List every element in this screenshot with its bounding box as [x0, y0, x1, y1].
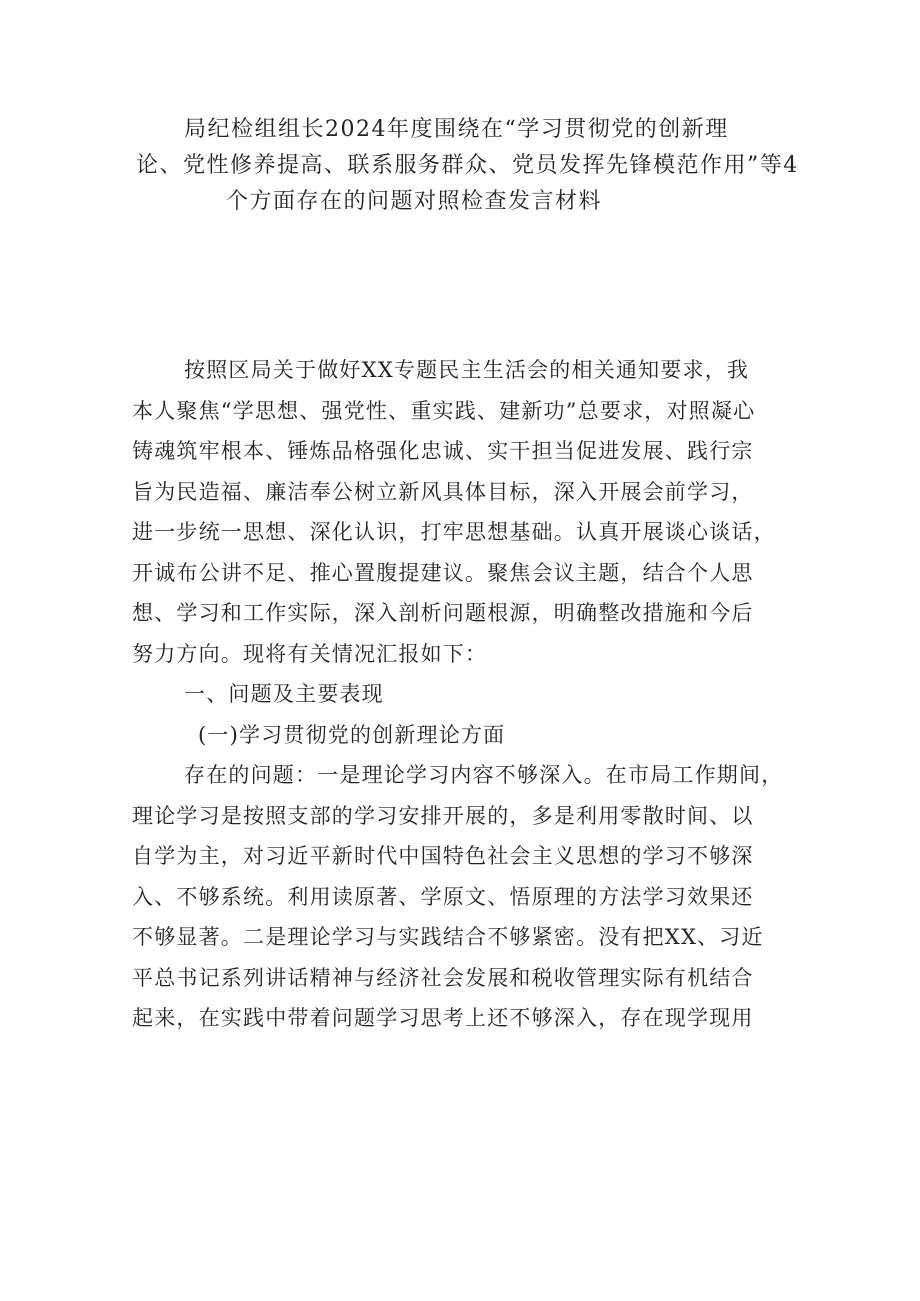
title-line: 局纪检组组长2024年度围绕在“学习贯彻党的创新理: [184, 117, 729, 142]
problem-paragraph: [132, 755, 802, 1039]
document-title: [130, 112, 799, 220]
paragraph-line: 按照区局关于做好XX专题民主生活会的相关通知要求，我: [184, 358, 750, 382]
paragraph-line: 本人聚焦“学思想、强党性、重实践、建新功”总要求，对照凝心: [132, 398, 756, 423]
paragraph-line: 不够显著。二是理论学习与实践结合不够紧密。没有把XX、习近: [132, 925, 764, 949]
paragraph-line: 旨为民造福、廉洁奉公树立新风具体目标，深入开展会前学习，: [132, 479, 754, 504]
paragraph-line: 开诚布公讲不足、推心置腹提建议。聚焦会议主题，结合个人思: [132, 560, 754, 585]
subsection-heading: (一)学习贯彻党的创新理论方面: [198, 722, 506, 747]
title-line: 个方面存在的问题对照检查发言材料: [226, 189, 603, 214]
paragraph-line: 铸魂筑牢根本、锤炼品格强化忠诚、实干担当促进发展、践行宗: [132, 439, 754, 463]
section-heading: 一、问题及主要表现: [184, 682, 384, 706]
document-body: [132, 350, 802, 1039]
paragraph-line: 存在的问题：一是理论学习内容不够深入。在市局工作期间，: [184, 763, 784, 787]
paragraph-line: 自学为主，对习近平新时代中国特色社会主义思想的学习不够深: [132, 844, 754, 868]
paragraph-line: 平总书记系列讲话精神与经济社会发展和税收管理实际有机结合: [132, 965, 754, 990]
paragraph-line: 入、不够系统。利用读原著、学原文、悟原理的方法学习效果还: [132, 884, 754, 909]
paragraph-line: 努力方向。现将有关情况汇报如下：: [132, 641, 488, 666]
paragraph-line: 想、学习和工作实际，深入剖析问题根源，明确整改措施和今后: [132, 601, 754, 625]
intro-paragraph: [132, 350, 802, 674]
paragraph-line: 理论学习是按照支部的学习安排开展的，多是利用零散时间、以: [132, 803, 754, 828]
paragraph-line: 进一步统一思想、深化认识，打牢思想基础。认真开展谈心谈话，: [132, 520, 776, 544]
title-line: 论、党性修养提高、联系服务群众、党员发挥先锋模范作用”等4: [136, 153, 799, 178]
paragraph-line: 起来，在实践中带着问题学习思考上还不够深入，存在现学现用: [132, 1006, 754, 1030]
